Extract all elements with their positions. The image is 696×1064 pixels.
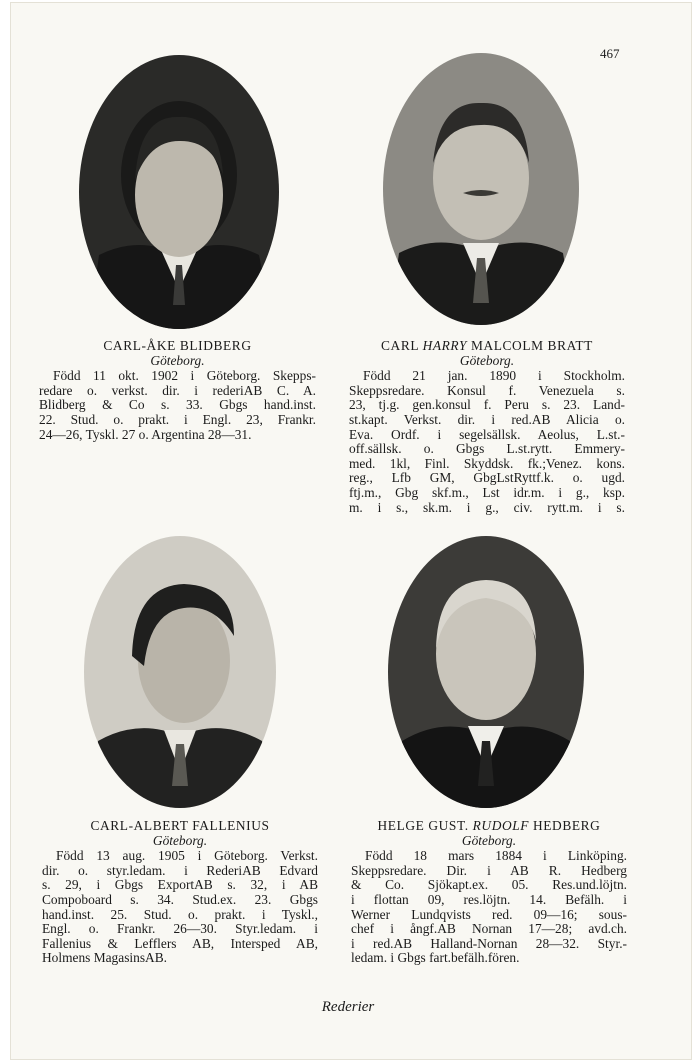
bio-line: Holmens MagasinsAB. [42, 950, 167, 966]
bio-line: Werner Lundqvists red. 09—16; sous- [351, 906, 627, 922]
bio-line: hand.inst. 25. Stud. o. prakt. i Tyskl., [42, 906, 318, 922]
bio-line: i flottan 09, res.löjtn. 14. Befälh. i [351, 891, 627, 907]
person-name: CARL-ALBERT FALLENIUS [90, 818, 270, 833]
bio-line: 22. Stud. o. prakt. i Engl. 23, Frankr. [39, 411, 316, 427]
bio-line: chef i ångf.AB Nornan 17—28; avd.ch. [351, 921, 627, 937]
bio-line: Född 21 jan. 1890 i Stockholm. [363, 368, 625, 384]
person-city: Göteborg. [459, 352, 515, 368]
bio-line: dir. o. styr.ledam. i RederiAB Edvard [42, 862, 318, 878]
bio-line: Född 18 mars 1884 i Linköping. [365, 848, 627, 864]
bio-line: Född 13 aug. 1905 i Göteborg. Verkst. [56, 848, 318, 864]
bio-fallenius [42, 819, 318, 966]
bio-line: i red.AB Halland-Nornan 28—32. Styr.- [351, 935, 627, 951]
bio-line: m. i s., sk.m. i g., civ. rytt.m. i s. [349, 499, 625, 515]
person-city: Göteborg. [152, 832, 208, 848]
bio-line: Blidberg & Co s. 33. Gbgs hand.inst. [39, 397, 316, 413]
bio-line: Skeppsredare. Konsul f. Venezuela s. [349, 382, 625, 398]
bio-line: Engl. o. Frankr. 26—30. Styr.ledam. i [42, 921, 318, 937]
portrait-blidberg [79, 55, 279, 329]
bio-line: Fallenius & Lefflers AB, Intersped AB, [42, 935, 318, 951]
person-city: Göteborg. [150, 352, 205, 368]
portrait-fallenius [84, 536, 276, 808]
portrait-hedberg [388, 536, 584, 808]
bio-blidberg [39, 339, 316, 442]
bio-line: Eva. Ordf. i segelsällsk. Aeolus, L.st.- [349, 426, 625, 442]
bio-line: ledam. i Gbgs fart.befälh.fören. [351, 950, 520, 966]
bio-line: s. 29, i Gbgs ExportAB s. 32, i AB [42, 877, 318, 893]
person-name: CARL HARRY MALCOLM BRATT [381, 338, 593, 353]
bio-line: Född 11 okt. 1902 i Göteborg. Skepps- [53, 368, 316, 384]
bio-line: & Co. Sjökapt.ex. 05. Res.und.löjtn. [351, 877, 627, 893]
bio-line: Compoboard s. 34. Stud.ex. 23. Gbgs [42, 891, 318, 907]
bio-line: 24—26, Tyskl. 27 o. Argentina 28—31. [39, 426, 252, 442]
bio-line: Skeppsredare. Dir. i AB R. Hedberg [351, 862, 627, 878]
bio-line: redare o. verkst. dir. i rederiAB C. A. [39, 382, 316, 398]
bio-line: ftj.m., Gbg skf.m., Lst idr.m. i g., ksp. [349, 484, 625, 500]
section-footer: Rederier [321, 999, 375, 1015]
bio-line: reg., Lfb GM, GbgLstRyttf.k. o. ugd. [349, 470, 625, 486]
person-city: Göteborg. [461, 832, 517, 848]
bio-line: med. 1kl, Finl. Skyddsk. fk.;Venez. kons. [349, 455, 625, 471]
page-number: 467 [600, 46, 620, 61]
person-name: CARL-ÅKE BLIDBERG [103, 338, 252, 353]
bio-bratt [349, 339, 625, 515]
bio-hedberg [351, 819, 627, 966]
bio-line: 23, tj.g. gen.konsul f. Peru s. 23. Land- [349, 397, 625, 413]
bio-line: off.sällsk. o. Gbgs L.st.rytt. Emmery- [349, 441, 625, 457]
bio-line: st.kapt. Verkst. dir. i red.AB Alicia o. [349, 411, 625, 427]
portrait-bratt [383, 53, 579, 325]
person-name: HELGE GUST. RUDOLF HEDBERG [377, 818, 601, 833]
